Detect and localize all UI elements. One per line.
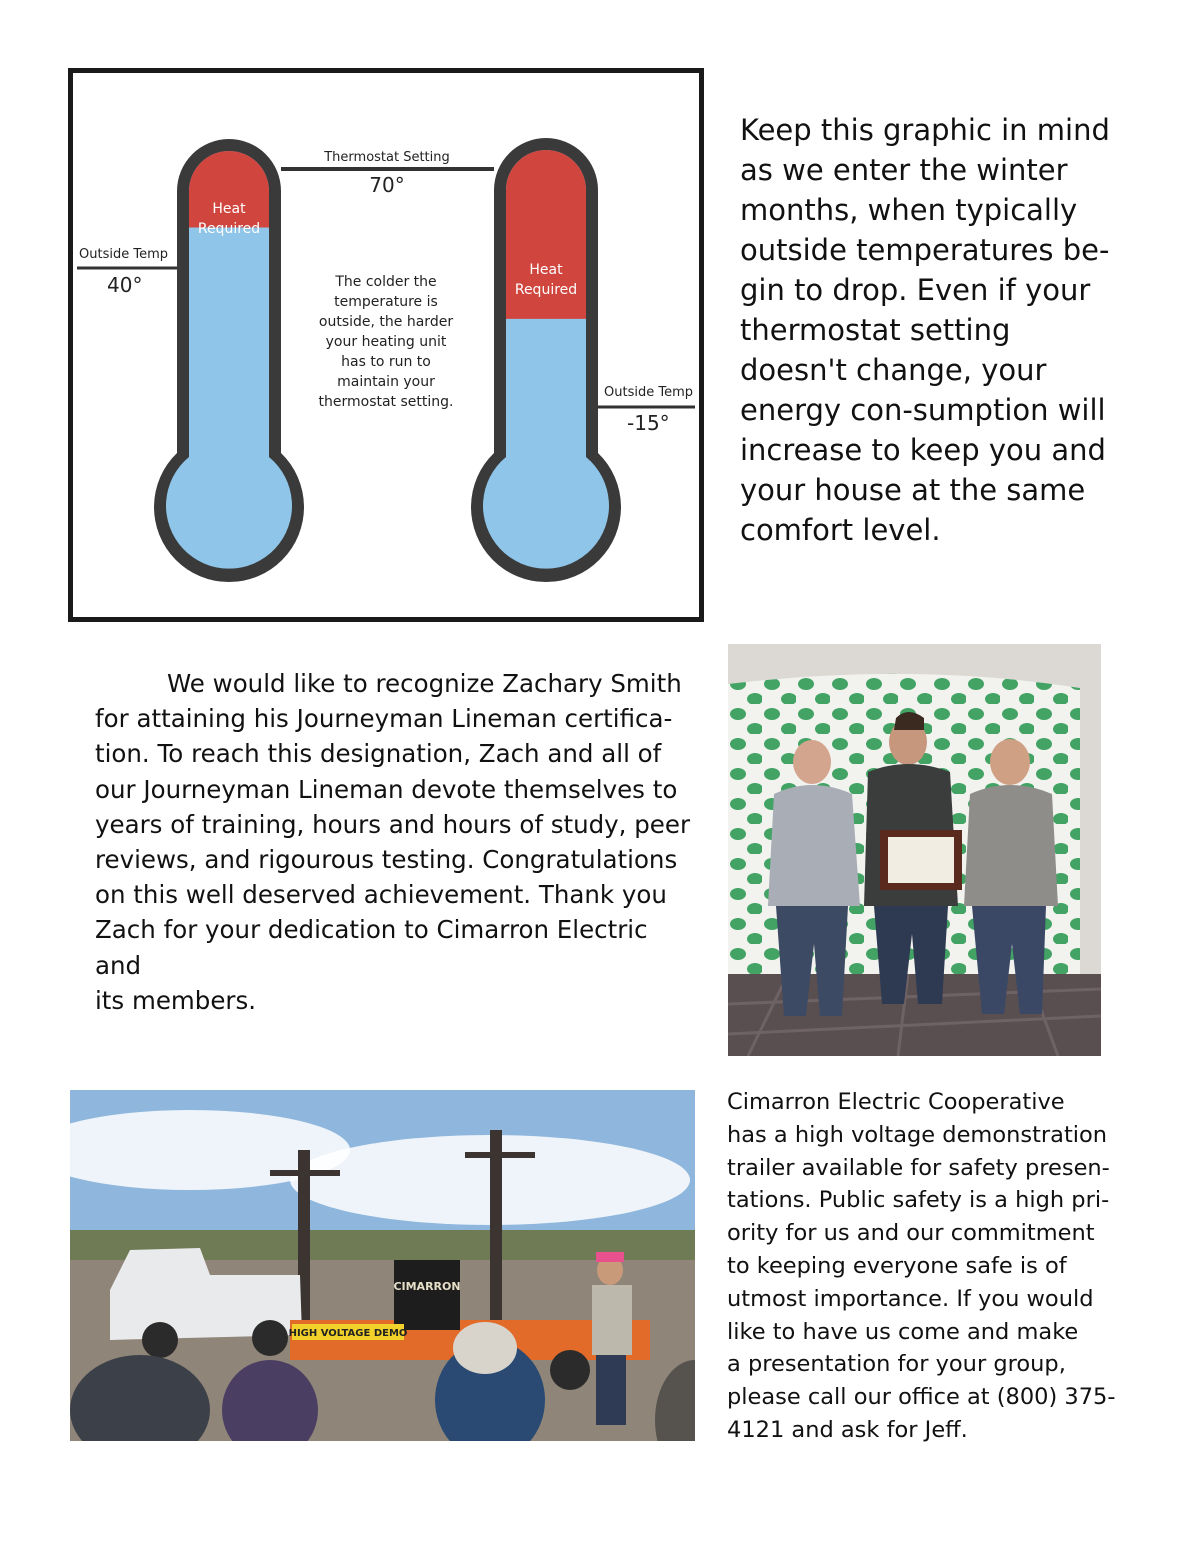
demo-line: please call our office at (800) 375- (727, 1384, 1116, 1411)
recognition-line: our Journeyman Lineman devote themselves to (95, 774, 678, 804)
right-heat-label-line1: Heat (529, 262, 563, 278)
demo-line: to keeping everyone safe is of (727, 1252, 1067, 1279)
explanation-line: maintain your (337, 374, 435, 390)
recognition-line: Zach for your dedication to Cimarron Electric and (95, 915, 648, 980)
demo-photo-illustration (70, 1090, 695, 1441)
demo-line: ority for us and our commitment (727, 1220, 1095, 1247)
recognition-line: for attaining his Journeyman Lineman certifica- (95, 704, 673, 734)
demo-line: utmost importance. If you would (727, 1285, 1094, 1312)
demo-line: like to have us come and make (727, 1318, 1079, 1345)
demo-trailer-sign: HIGH VOLTAGE DEMO (288, 1328, 408, 1339)
left-thermometer (154, 139, 304, 582)
explanation-line: outside, the harder (318, 314, 454, 330)
left-outside-temp-value: 40° (107, 273, 143, 297)
demo-line: 4121 and ask for Jeff. (727, 1416, 968, 1443)
left-heat-label-line2: Required (197, 221, 261, 237)
right-heat-label-line2: Required (514, 282, 578, 298)
recognition-line: We would like to recognize Zachary Smith (167, 669, 682, 698)
demo-trailer-photo (70, 1090, 695, 1441)
recognition-line: years of training, hours and hours of study, peer (95, 809, 691, 839)
recognition-line: on this well deserved achievement. Thank you (95, 880, 667, 910)
explanation-line: your heating unit (325, 334, 447, 350)
recognition-line: tion. To reach this designation, Zach and all of (95, 739, 662, 769)
recognition-line: its members. (95, 985, 257, 1015)
demo-line: trailer available for safety presen- (727, 1154, 1110, 1181)
demo-trailer-paragraph (727, 1086, 1127, 1447)
demo-line: a presentation for your group, (727, 1351, 1066, 1378)
middle-explanation (319, 274, 454, 410)
demo-trailer-banner: CIMARRON (393, 1280, 461, 1293)
right-outside-temp-value: -15° (627, 411, 670, 435)
thermostat-setting-value: 70° (369, 173, 405, 197)
demo-line: tations. Public safety is a high pri- (727, 1187, 1110, 1214)
left-outside-temp-label: Outside Temp (79, 247, 168, 262)
explanation-line: The colder the (335, 274, 437, 290)
right-thermometer (471, 138, 621, 582)
explanation-line: thermostat setting. (318, 394, 454, 410)
award-photo-illustration (728, 644, 1101, 1056)
thermostat-setting-label: Thermostat Setting (324, 150, 450, 165)
demo-line: has a high voltage demonstration (727, 1121, 1108, 1148)
thermostat-graphic (68, 68, 704, 622)
winter-paragraph: Keep this graphic in mind as we enter the winter months, when typically outside temperatures be-gin to drop. Even if your thermostat setting doesn't change, your energy con-sumption will increase to keep you and your house at the same comfort level. (740, 113, 1110, 547)
recognition-paragraph (95, 666, 695, 1018)
explanation-line: has to run to (341, 354, 431, 370)
right-outside-temp-label: Outside Temp (604, 385, 693, 400)
explanation-line: temperature is (334, 294, 438, 310)
demo-line: Cimarron Electric Cooperative (727, 1089, 1065, 1115)
thermostat-svg (73, 73, 699, 617)
left-heat-label-line1: Heat (212, 201, 246, 217)
award-photo (728, 644, 1101, 1056)
recognition-line: reviews, and rigourous testing. Congratulations (95, 845, 678, 875)
